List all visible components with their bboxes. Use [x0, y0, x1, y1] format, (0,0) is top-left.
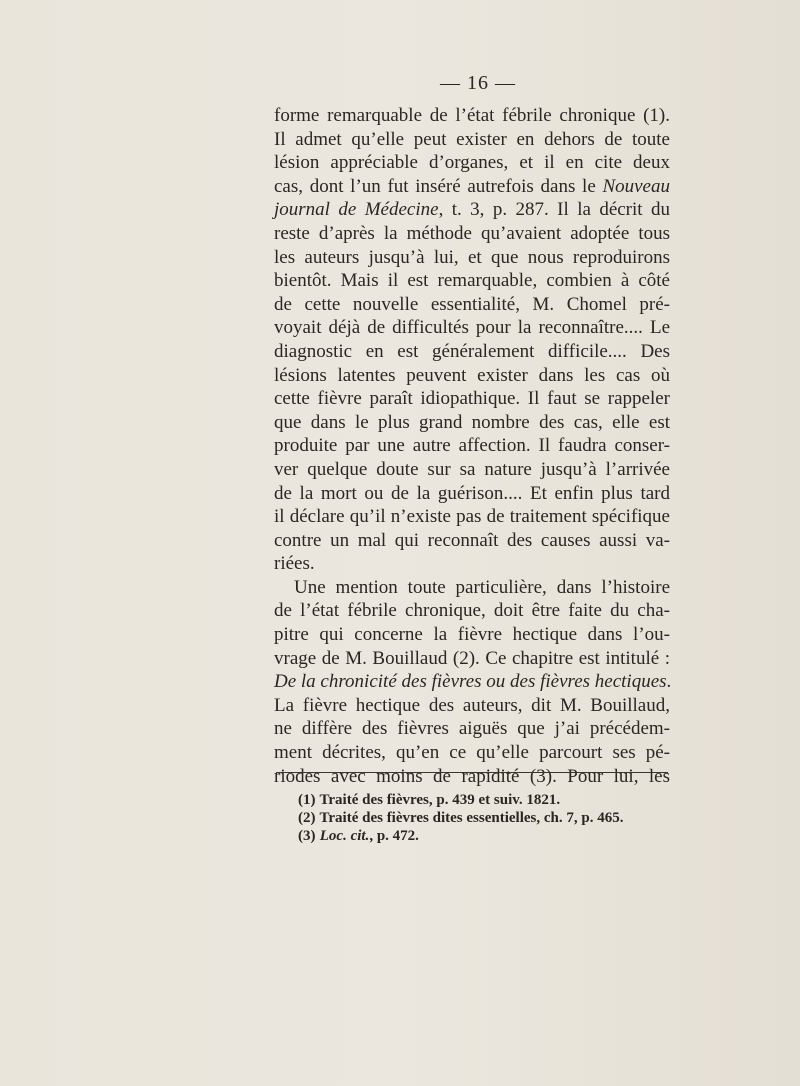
- text-line: [274, 576, 670, 600]
- text-line: [274, 505, 670, 529]
- text-line: [274, 434, 670, 458]
- page-number: — 16 —: [440, 72, 516, 94]
- text-line: [274, 411, 670, 435]
- line-text: , t. 3, p. 287. Il la décrit du: [438, 199, 670, 221]
- text-line: [274, 128, 670, 152]
- italic-title: De la chronicité des fièvres ou des fièvres hectiques: [274, 671, 667, 693]
- line-text: Une mention toute particulière, dans l’histoire: [294, 576, 670, 598]
- text-line: [274, 340, 670, 364]
- line-text: reste d’après la méthode qu’avaient adoptée tous: [274, 222, 670, 244]
- text-line: [274, 293, 670, 317]
- text-line: [274, 741, 670, 765]
- text-line: [274, 198, 670, 222]
- footnote-text: , p. 472.: [369, 828, 419, 844]
- text-line: [274, 458, 670, 482]
- text-line: [274, 269, 670, 293]
- line-text: les auteurs jusqu’à lui, et que nous reproduirons: [274, 246, 670, 268]
- text-line: [274, 599, 670, 623]
- line-text: lésions latentes peuvent exister dans les cas où: [274, 364, 670, 386]
- text-line: [274, 151, 670, 175]
- line-text: riées.: [274, 553, 315, 575]
- text-line: [274, 765, 670, 789]
- text-line: [274, 717, 670, 741]
- line-text: contre un mal qui reconnaît des causes aussi va-: [274, 529, 670, 551]
- footnote: [298, 827, 658, 845]
- footnote-rule: [276, 772, 668, 773]
- line-text: de l’état fébrile chronique, doit être faite du cha-: [274, 600, 670, 622]
- line-text: voyait déjà de difficultés pour la reconnaître.... Le: [274, 317, 670, 339]
- text-line: [274, 316, 670, 340]
- footnote-number: (2): [298, 810, 316, 826]
- line-text: cas, dont l’un fut inséré autrefois dans le: [274, 175, 596, 197]
- text-line: [274, 104, 670, 128]
- text-line: [274, 222, 670, 246]
- line-text: riodes avec moins de rapidité (3). Pour lui, les: [274, 765, 670, 787]
- line-text: ver quelque doute sur sa nature jusqu’à l’arrivée: [274, 458, 670, 480]
- footnote-number: (1): [298, 792, 316, 808]
- footnote: [298, 809, 658, 827]
- text-line: [274, 670, 670, 694]
- footnote-text: Traité des fièvres, p. 439 et suiv. 1821.: [319, 792, 561, 808]
- text-line: [274, 482, 670, 506]
- text-line: [274, 647, 670, 671]
- line-text: ne diffère des fièvres aiguës que j’ai précédem-: [274, 718, 670, 740]
- line-text: lésion appréciable d’organes, et il en cite deux: [274, 152, 670, 174]
- line-text: ment décrites, qu’en ce qu’elle parcourt ses pé-: [274, 742, 670, 764]
- line-text: produite par une autre affection. Il faudra conser-: [274, 435, 670, 457]
- line-text: bientôt. Mais il est remarquable, combien à côté: [274, 270, 670, 292]
- line-text: pitre qui concerne la fièvre hectique dans l’ou-: [274, 624, 670, 646]
- footnote: [298, 791, 658, 809]
- footnote-number: (3): [298, 828, 316, 844]
- italic-title: Nouveau: [602, 175, 670, 197]
- text-line: [274, 694, 670, 718]
- line-text: cette fièvre paraît idiopathique. Il faut se rappeler: [274, 388, 670, 410]
- text-line: [274, 246, 670, 270]
- text-line: [274, 529, 670, 553]
- footnote-text: Traité des fièvres dites essentielles, ch. 7, p. 465.: [319, 810, 624, 826]
- line-text: Il admet qu’elle peut exister en dehors de toute: [274, 128, 670, 150]
- footnotes: [298, 791, 658, 845]
- line-text: de la mort ou de la guérison.... Et enfin plus tard: [274, 482, 670, 504]
- text-line: [274, 364, 670, 388]
- line-text: La fièvre hectique des auteurs, dit M. Bouillaud,: [274, 694, 670, 716]
- line-text: de cette nouvelle essentialité, M. Chomel pré-: [274, 293, 670, 315]
- line-text: .: [666, 671, 672, 693]
- line-text: il déclare qu’il n’existe pas de traitement spécifique: [274, 506, 670, 528]
- line-text: forme remarquable de l’état fébrile chronique (1).: [274, 105, 670, 126]
- text-line: [274, 552, 670, 576]
- footnote-italic: Loc. cit.: [319, 828, 370, 844]
- line-text: diagnostic en est généralement difficile.... Des: [274, 340, 670, 362]
- line-text: que dans le plus grand nombre des cas, elle est: [274, 411, 670, 433]
- body-text: [274, 104, 670, 788]
- text-line: [274, 623, 670, 647]
- text-line: [274, 175, 670, 199]
- text-line: [274, 387, 670, 411]
- line-text: vrage de M. Bouillaud (2). Ce chapitre est intitulé :: [274, 647, 670, 669]
- italic-title: journal de Médecine: [274, 199, 439, 221]
